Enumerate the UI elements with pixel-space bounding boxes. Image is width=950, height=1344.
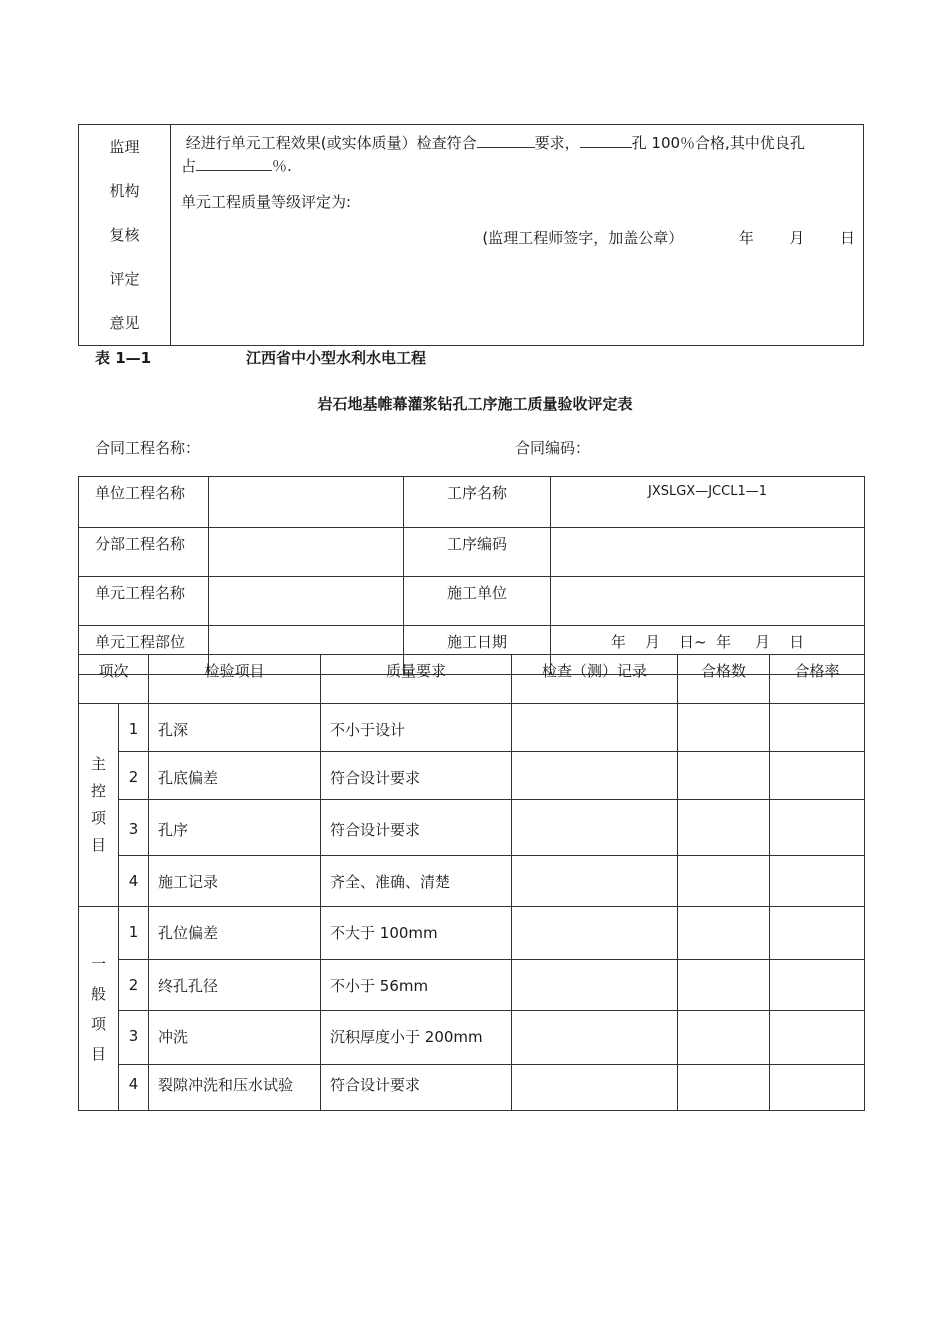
table-row <box>79 752 865 800</box>
item-number: 2 <box>119 752 149 800</box>
table-number: 表 1—1 <box>95 349 152 367</box>
table-row <box>79 1011 865 1065</box>
opinion-text-b: 要求， <box>534 134 580 152</box>
review-label-line: 意见 <box>109 314 140 332</box>
info-value[interactable] <box>551 528 865 577</box>
column-header: 检查（测）记录 <box>512 655 678 704</box>
group-char: 般 <box>90 984 106 1003</box>
inspection-items-table <box>78 654 865 1111</box>
column-header: 合格数 <box>678 655 770 704</box>
item-name: 孔位偏差 <box>149 907 321 960</box>
item-requirement: 符合设计要求 <box>321 800 512 856</box>
group-char: 目 <box>90 1044 106 1063</box>
pass-rate-cell[interactable] <box>770 704 865 752</box>
pass-rate-cell[interactable] <box>770 752 865 800</box>
pass-count-cell[interactable] <box>678 960 770 1011</box>
process-code[interactable]: JXSLGX—JCCL1—1 <box>551 477 865 528</box>
construction-date[interactable]: 年 月 日~ 年 月 日 <box>551 626 865 675</box>
excellent-rate-blank[interactable] <box>196 154 272 171</box>
pass-count-cell[interactable] <box>678 1011 770 1065</box>
item-name: 孔底偏差 <box>149 752 321 800</box>
group-char: 控 <box>90 782 106 800</box>
info-label: 工序编码 <box>404 528 551 577</box>
record-cell[interactable] <box>512 1011 678 1065</box>
info-value[interactable] <box>209 577 404 626</box>
record-cell[interactable] <box>512 752 678 800</box>
column-header: 合格率 <box>770 655 865 704</box>
table-row <box>79 704 865 752</box>
opinion-line-1 <box>181 131 855 154</box>
table-row <box>79 960 865 1011</box>
hole-count-blank[interactable] <box>580 131 632 148</box>
item-number: 1 <box>119 704 149 752</box>
grade-text: 单元工程质量等级评定为: <box>181 193 352 211</box>
record-cell[interactable] <box>512 856 678 907</box>
opinion-text-e: ％. <box>272 157 292 175</box>
info-label: 工序名称 <box>404 477 551 528</box>
review-label <box>79 125 171 346</box>
info-value[interactable] <box>551 577 865 626</box>
info-label: 单元工程名称 <box>79 577 209 626</box>
item-number: 3 <box>119 1011 149 1065</box>
table-row <box>79 856 865 907</box>
info-label: 分部工程名称 <box>79 528 209 577</box>
item-requirement: 不小于设计 <box>321 704 512 752</box>
item-name: 孔深 <box>149 704 321 752</box>
review-label-line: 评定 <box>109 270 140 288</box>
info-row <box>79 477 865 528</box>
pass-rate-cell[interactable] <box>770 1065 865 1111</box>
contract-code-label: 合同编码： <box>515 439 591 457</box>
info-label: 施工单位 <box>404 577 551 626</box>
item-number: 1 <box>119 907 149 960</box>
item-name: 终孔孔径 <box>149 960 321 1011</box>
record-cell[interactable] <box>512 704 678 752</box>
opinion-text-d: 占 <box>181 157 197 175</box>
item-name: 施工记录 <box>149 856 321 907</box>
record-cell[interactable] <box>512 800 678 856</box>
review-table <box>78 124 864 346</box>
day-text: 日 <box>839 229 855 247</box>
year-text: 年 <box>738 229 754 247</box>
info-label: 单元工程部位 <box>79 626 209 675</box>
general-group-label <box>79 907 119 1111</box>
group-char: 项 <box>90 809 106 827</box>
pass-rate-cell[interactable] <box>770 1011 865 1065</box>
item-name: 裂隙冲洗和压水试验 <box>149 1065 321 1111</box>
pass-count-cell[interactable] <box>678 752 770 800</box>
item-requirement: 符合设计要求 <box>321 752 512 800</box>
info-label: 施工日期 <box>404 626 551 675</box>
organization-title: 江西省中小型水利水电工程 <box>246 349 427 367</box>
group-char: 主 <box>90 755 106 773</box>
signature-text: (监理工程师签字，加盖公章） <box>482 229 684 247</box>
item-number: 3 <box>119 800 149 856</box>
review-label-line: 机构 <box>109 182 140 200</box>
group-char: 项 <box>90 1014 106 1033</box>
pass-count-cell[interactable] <box>678 907 770 960</box>
project-info-table <box>78 476 865 675</box>
group-char: 目 <box>90 836 106 854</box>
review-label-line: 监理 <box>109 138 140 156</box>
main-control-group-label <box>79 704 119 907</box>
pass-count-cell[interactable] <box>678 704 770 752</box>
item-name: 冲洗 <box>149 1011 321 1065</box>
pass-rate-cell[interactable] <box>770 960 865 1011</box>
item-number: 4 <box>119 856 149 907</box>
pass-rate-cell[interactable] <box>770 856 865 907</box>
item-requirement: 齐全、准确、清楚 <box>321 856 512 907</box>
pass-rate-cell[interactable] <box>770 907 865 960</box>
contract-name-label: 合同工程名称： <box>95 439 201 457</box>
opinion-text-c: 孔 100％合格,其中优良孔 <box>631 134 805 152</box>
record-cell[interactable] <box>512 960 678 1011</box>
info-value[interactable] <box>209 477 404 528</box>
record-cell[interactable] <box>512 1065 678 1111</box>
info-label: 单位工程名称 <box>79 477 209 528</box>
info-row <box>79 577 865 626</box>
column-header: 质量要求 <box>321 655 512 704</box>
item-number: 4 <box>119 1065 149 1111</box>
item-requirement: 不大于 100mm <box>321 907 512 960</box>
pass-count-cell[interactable] <box>678 1065 770 1111</box>
record-cell[interactable] <box>512 907 678 960</box>
table-row <box>79 800 865 856</box>
item-requirement: 沉积厚度小于 200mm <box>321 1011 512 1065</box>
table-row <box>79 1065 865 1111</box>
month-text: 月 <box>789 229 805 247</box>
form-title: 岩石地基帷幕灌浆钻孔工序施工质量验收评定表 <box>317 395 633 413</box>
item-requirement: 符合设计要求 <box>321 1065 512 1111</box>
pass-count-cell[interactable] <box>678 856 770 907</box>
info-value[interactable] <box>209 528 404 577</box>
pass-count-cell[interactable] <box>678 800 770 856</box>
table-row <box>79 907 865 960</box>
opinion-text-a: 经进行单元工程效果(或实体质量）检查符合 <box>185 134 477 152</box>
opinion-line-2 <box>181 154 855 177</box>
pass-rate-cell[interactable] <box>770 800 865 856</box>
column-header: 项次 <box>79 655 149 704</box>
item-number: 2 <box>119 960 149 1011</box>
signature-line <box>181 227 855 249</box>
review-opinion <box>171 125 864 346</box>
info-row <box>79 528 865 577</box>
requirement-blank[interactable] <box>477 131 535 148</box>
column-header: 检验项目 <box>149 655 321 704</box>
item-name: 孔序 <box>149 800 321 856</box>
review-label-line: 复核 <box>109 226 140 244</box>
header-row <box>79 655 865 704</box>
item-requirement: 不小于 56mm <box>321 960 512 1011</box>
group-char: 一 <box>90 954 106 973</box>
